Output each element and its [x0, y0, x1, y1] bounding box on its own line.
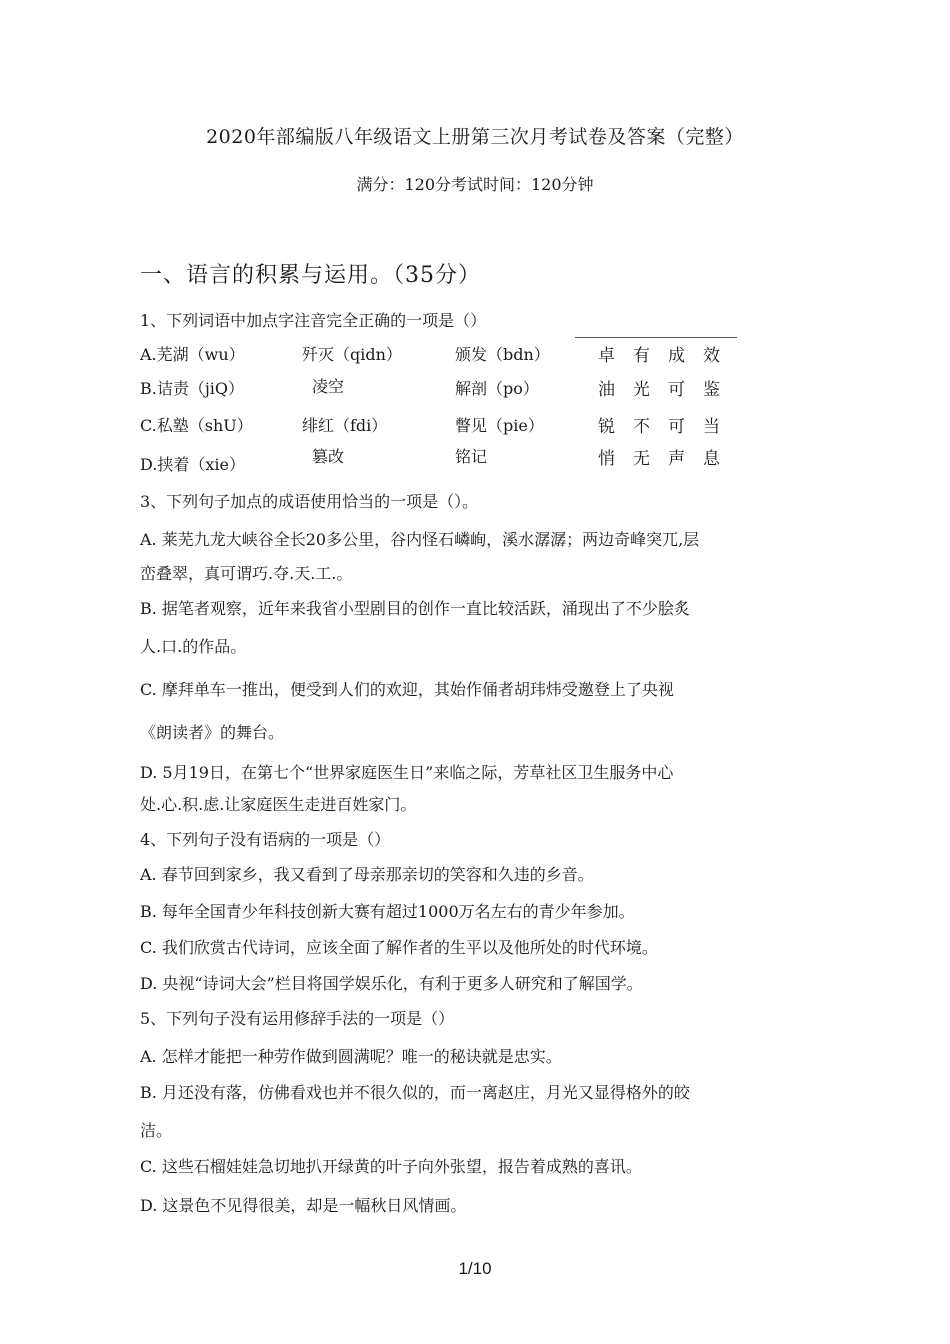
q1-row-c-col3: 瞥见（pie） [455, 416, 544, 435]
q1-row-b-col2: 凌空 [312, 377, 345, 396]
q1-row-d-col4: 悄无声息 [598, 449, 738, 469]
q1-row-d-col3: 铭记 [455, 447, 488, 466]
q3-a-idiom: 巧.夺.天.工. [252, 564, 337, 583]
q3-b-text: 的作品。 [182, 637, 247, 656]
q3-a-text: 峦叠翠，真可谓 [140, 564, 253, 583]
q3-option-c-line2: 《朗读者》的舞台。 [140, 723, 285, 742]
page-number: 1/10 [458, 1259, 492, 1278]
q3-b-idiom: 人.口. [140, 637, 183, 656]
divider-line [575, 337, 737, 338]
q1-row-c-col2: 绯红（fdi） [302, 416, 388, 435]
q3-option-b-line1: B. 据笔者观察，近年来我省小型剧目的创作一直比较活跃，涌现出了不少脍炙 [140, 599, 690, 618]
q5-option-b-line1: B. 月还没有落，仿佛看戏也并不很久似的，而一离赵庄，月光又显得格外的皎 [140, 1083, 690, 1102]
q1-row-a-col3: 颁发（bdn） [455, 345, 550, 364]
q4-option-d: D. 央视“诗词大会”栏目将国学娱乐化，有利于更多人研究和了解国学。 [140, 974, 643, 993]
q3-option-b-line2 [140, 634, 246, 657]
q3-option-d-line2 [140, 792, 416, 815]
q3-a-end: 。 [336, 564, 353, 583]
exam-title: 2020年部编版八年级语文上册第三次月考试卷及答案（完整） [206, 126, 744, 148]
q1-stem: 1、下列词语中加点字注音完全正确的一项是（） [140, 311, 487, 330]
q1-row-c-col1: C.私塾（shU） [140, 416, 253, 435]
q1-row-b-col4: 油光可鉴 [598, 380, 738, 400]
q4-option-c: C. 我们欣赏古代诗词，应该全面了解作者的生平以及他所处的时代环境。 [140, 938, 658, 957]
q5-option-c: C. 这些石榴娃娃急切地扒开绿黄的叶子向外张望，报告着成熟的喜讯。 [140, 1157, 642, 1176]
q5-option-a: A. 怎样才能把一种劳作做到圆满呢？唯一的秘诀就是忠实。 [140, 1047, 562, 1066]
q5-option-b-line2: 洁。 [140, 1121, 173, 1140]
q4-option-b: B. 每年全国青少年科技创新大赛有超过1000万名左右的青少年参加。 [140, 902, 635, 921]
q1-row-c-col4: 锐不可当 [598, 417, 738, 437]
q1-row-d-col1: D.挟着（xie） [140, 455, 245, 474]
q1-row-a-col1: A.芜湖（wu） [140, 345, 245, 364]
q1-row-a-col2: 歼灭（qidn） [302, 345, 402, 364]
q1-row-b-col3: 解剖（po） [455, 379, 539, 398]
q3-option-a-line2 [140, 561, 352, 584]
q3-option-d-line1: D. 5月19日，在第七个“世界家庭医生日”来临之际，芳草社区卫生服务中心 [140, 763, 674, 782]
q1-row-b-col1: B.诘责（jiQ） [140, 379, 245, 398]
q3-option-a-line1: A. 莱芜九龙大峡谷全长20多公里，谷内怪石嶙峋，溪水潺潺；两边奇峰突兀,层 [140, 530, 700, 549]
q1-row-a-col4: 卓有成效 [598, 346, 738, 366]
q4-stem: 4、下列句子没有语病的一项是（） [140, 830, 391, 849]
q3-option-c-line1: C. 摩拜单车一推出，便受到人们的欢迎，其始作俑者胡玮炜受邀登上了央视 [140, 680, 674, 699]
q3-stem: 3、下列句子加点的成语使用恰当的一项是（）。 [140, 492, 479, 511]
q3-d-text: 让家庭医生走进百姓家门。 [224, 795, 417, 814]
q4-option-a: A. 春节回到家乡，我又看到了母亲那亲切的笑容和久违的乡音。 [140, 865, 594, 884]
q3-d-idiom: 处.心.积.虑. [140, 795, 225, 814]
q5-stem: 5、下列句子没有运用修辞手法的一项是（） [140, 1009, 455, 1028]
exam-subtitle: 满分：120分考试时间：120分钟 [356, 175, 594, 194]
q1-row-d-col2: 篡改 [312, 447, 345, 466]
q5-option-d: D. 这景色不见得很美，却是一幅秋日风情画。 [140, 1196, 467, 1215]
section-heading: 一、语言的积累与运用。（35分） [140, 263, 481, 288]
